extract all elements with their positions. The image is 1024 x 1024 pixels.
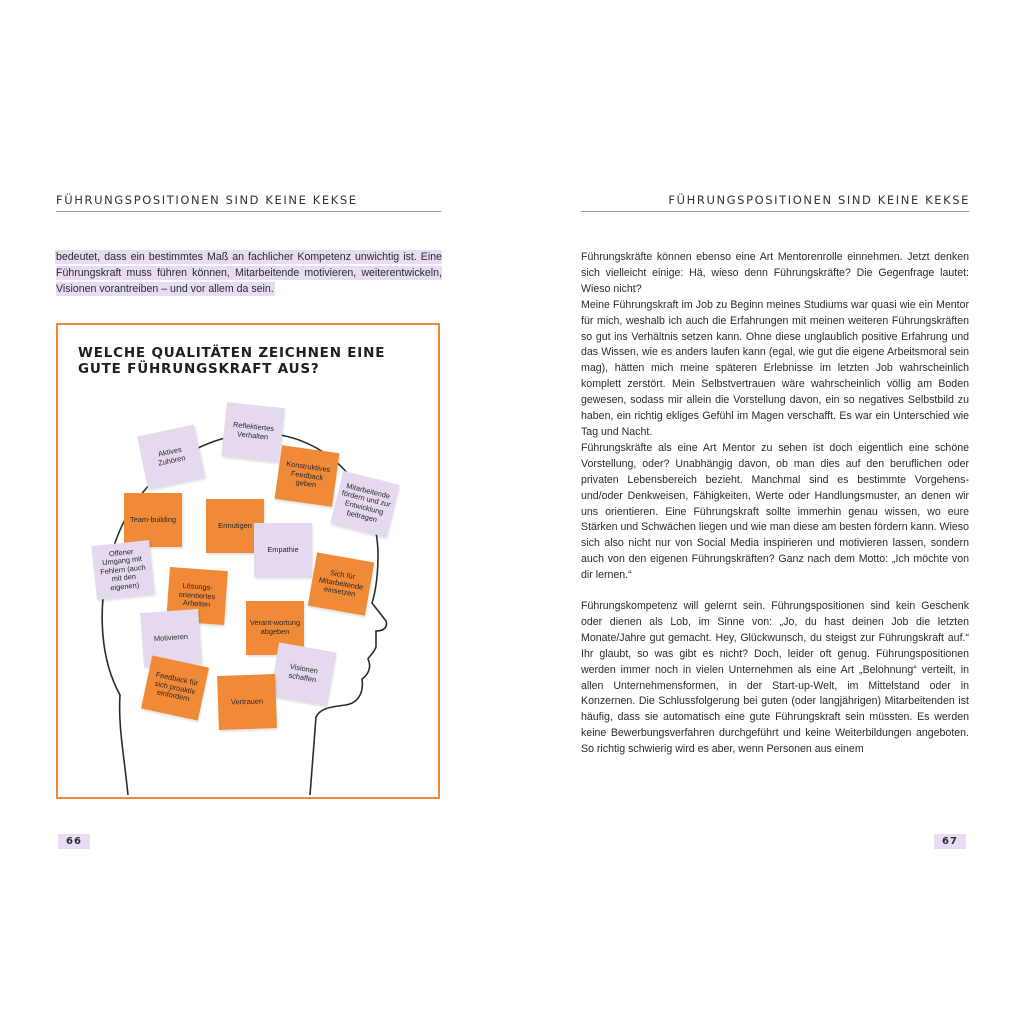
- note-mitarbeitende-foerdern: Mitarbeitende fördern und zur Entwicklung beitragen: [330, 471, 399, 537]
- paragraph-1: Führungskräfte können ebenso eine Art Mentorenrolle einnehmen. Jetzt denken sich vielleicht einige: Hä, wieso denn Führungskräfte? Die Gegenfrage lautet: Wieso nicht?: [581, 251, 969, 295]
- header-rule-right: [581, 211, 969, 212]
- paragraph-3: Führungskräfte als eine Art Mentor zu sehen ist doch eigentlich eine schöne Vorstellung, oder? Unabhängig davon, ob man dies auf den beruflichen oder privaten Lebensbereich bezieht. Manchmal sind es bestimmte Vorgehens- und/oder Denkweisen, Fähigkeiten, Werte oder Handlungsmuster, an denen wir uns orientieren. Eine Führungskraft sollte immerhin genau wissen, wo eure Stärken und Schwächen liegen und wie man diese am besten fördern kann. Wieso sich also nicht nur von Social Media inspirieren und motivieren lassen, sondern auch von den eigenen Führungskräften? Ganz nach dem Motto: „Ich möchte von dir lernen.“: [581, 441, 969, 582]
- note-motivieren: Motivieren: [140, 609, 202, 667]
- note-teambuilding: Team-building: [124, 493, 182, 547]
- note-aktives-zuhoeren: Aktives Zuhören: [137, 425, 205, 490]
- infobox-title: WELCHE QUALITÄTEN ZEICHNEN EINE GUTE FÜHRUNGSKRAFT AUS?: [78, 345, 386, 377]
- paragraph-2: Meine Führungskraft im Job zu Beginn meines Studiums war quasi wie ein Mentor für mich, weshalb ich auch die Erfahrungen mit meinen weiteren Führungskräften so gut ins Verhältnis setzen kann. Ohne diese unglaublich positive Erfahrung und das Wissen, wie es anders laufen kann (egal, wie gut die eigene Arbeitsmoral sein mag), hätten mich meine späteren Erlebnisse im letzten Job wahrscheinlich komplett zerstört. Mein Selbstvertrauen wäre wahrscheinlich völlig am Boden gewesen, sodass mir allein die Vorstellung davon, ein so negatives Selbstbild zu haben, ein richtig ekliges Gefühl im Magen verschafft. Es war ein Unterschied wie Tag und Nacht.: [581, 298, 969, 438]
- note-empathie: Empathie: [254, 523, 312, 577]
- right-page-body: [581, 250, 969, 758]
- page-number-right: 67: [934, 834, 966, 849]
- note-vertrauen: Vertrauen: [217, 674, 277, 730]
- highlighted-text: bedeutet, dass ein bestimmtes Maß an fachlicher Kompetenz unwichtig ist. Eine Führungskraft muss führen können, Mitarbeitende motivieren, weiterentwickeln, Visionen vorantreiben – und vor allem da sein.: [56, 251, 442, 295]
- note-feedback-einfordern: Feedback für sich proaktiv einfordern: [141, 656, 209, 721]
- header-rule-left: [56, 211, 441, 212]
- note-reflektiertes-verhalten: Reflektiertes Verhalten: [221, 402, 284, 462]
- note-loesungsorientiertes-arbeiten: Lösungs-orientiertes Arbeiten: [166, 567, 228, 625]
- paragraph-4: Führungskompetenz will gelernt sein. Führungspositionen sind kein Geschenk oder dienen als Lob, im Sinne von: „Jo, du hast deinen Job die letzten Monate/Jahre gut gemacht. Hey, Glückwunsch, du steigst zur Führungskraft auf.“ Ihr glaubt, so was gibt es nicht? Doch, leider oft genug. Führungspositionen werden immer noch in vielen Unternehmen als eine Art „Belohnung“ verteilt, in allen Unternehmensformen, in der Start-up-Welt, im Mittelstand oder in Konzernen. Die Schlussfolgerung bei guten (oder langjährigen) Mitarbeitenden ist häufig, dass sie automatisch eine gute Führungskraft sein müssten. Es werden keine Bewerbungsverfahren durchgeführt und keine Weiterbildungen angeboten. So richtig schwierig wird es aber, wenn Personen aus einem: [581, 600, 969, 756]
- note-einsetzen: Sich für Mitarbeitende einsetzen: [308, 552, 374, 615]
- left-intro-paragraph: [56, 250, 442, 298]
- note-konstruktives-feedback: Konstruktives Feedback geben: [275, 445, 340, 507]
- page-number-left: 66: [58, 834, 90, 849]
- note-visionen-schaffen: Visionen schaffen: [270, 642, 336, 705]
- note-offener-umgang: Offener Umgang mit Fehlern (auch mit den eigenen): [91, 540, 154, 600]
- running-header-left: FÜHRUNGSPOSITIONEN SIND KEINE KEKSE: [56, 193, 358, 207]
- infobox-qualities: [56, 323, 440, 799]
- note-ermutigen: Ermutigen: [206, 499, 264, 553]
- running-header-right: FÜHRUNGSPOSITIONEN SIND KEINE KEKSE: [668, 193, 970, 207]
- note-verantwortung-abgeben: Verant-wortung abgeben: [246, 601, 304, 655]
